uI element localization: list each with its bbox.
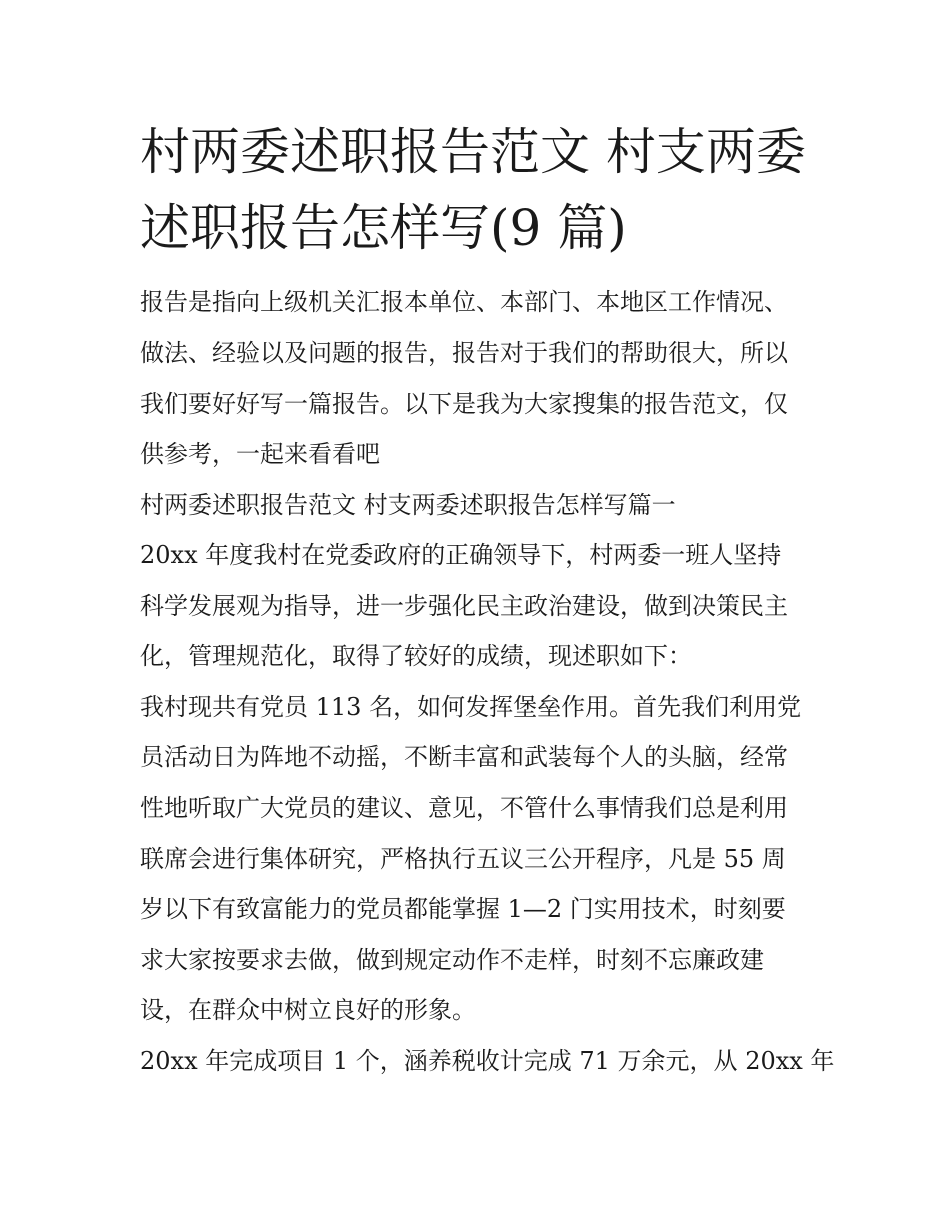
title-line: 述职报告怎样写(9 篇) — [140, 199, 627, 257]
document-title — [140, 114, 820, 266]
intro-line: 供参考，一起来看看吧 — [140, 440, 380, 468]
intro-line: 做法、经验以及问题的报告，报告对于我们的帮助很大，所以 — [140, 339, 788, 367]
paragraph-line: 20xx 年完成项目 1 个，涵养税收计完成 71 万余元，从 20xx 年 — [140, 1047, 835, 1075]
paragraph-line: 我村现共有党员 113 名，如何发挥堡垒作用。首先我们利用党 — [140, 693, 802, 721]
paragraph-line: 科学发展观为指导，进一步强化民主政治建设，做到决策民主 — [140, 592, 788, 620]
paragraph-line: 求大家按要求去做，做到规定动作不走样，时刻不忘廉政建 — [140, 946, 764, 974]
paragraph-line: 化，管理规范化，取得了较好的成绩，现述职如下： — [140, 642, 692, 670]
paragraph-line: 联席会进行集体研究，严格执行五议三公开程序，凡是 55 周 — [140, 845, 786, 873]
paragraph-line: 设，在群众中树立良好的形象。 — [140, 996, 476, 1024]
title-line: 村两委述职报告范文 村支两委 — [140, 123, 806, 181]
intro-line: 我们要好好写一篇报告。以下是我为大家搜集的报告范文，仅 — [140, 390, 788, 418]
paragraph-line: 员活动日为阵地不动摇，不断丰富和武装每个人的头脑，经常 — [140, 743, 788, 771]
paragraph-line: 性地听取广大党员的建议、意见，不管什么事情我们总是利用 — [140, 794, 788, 822]
paragraph-line: 岁以下有致富能力的党员都能掌握 1—2 门实用技术，时刻要 — [140, 895, 786, 923]
section-heading: 村两委述职报告范文 村支两委述职报告怎样写篇一 — [140, 491, 676, 519]
intro-line: 报告是指向上级机关汇报本单位、本部门、本地区工作情况、 — [140, 288, 788, 316]
paragraph-line: 20xx 年度我村在党委政府的正确领导下，村两委一班人坚持 — [140, 541, 782, 569]
